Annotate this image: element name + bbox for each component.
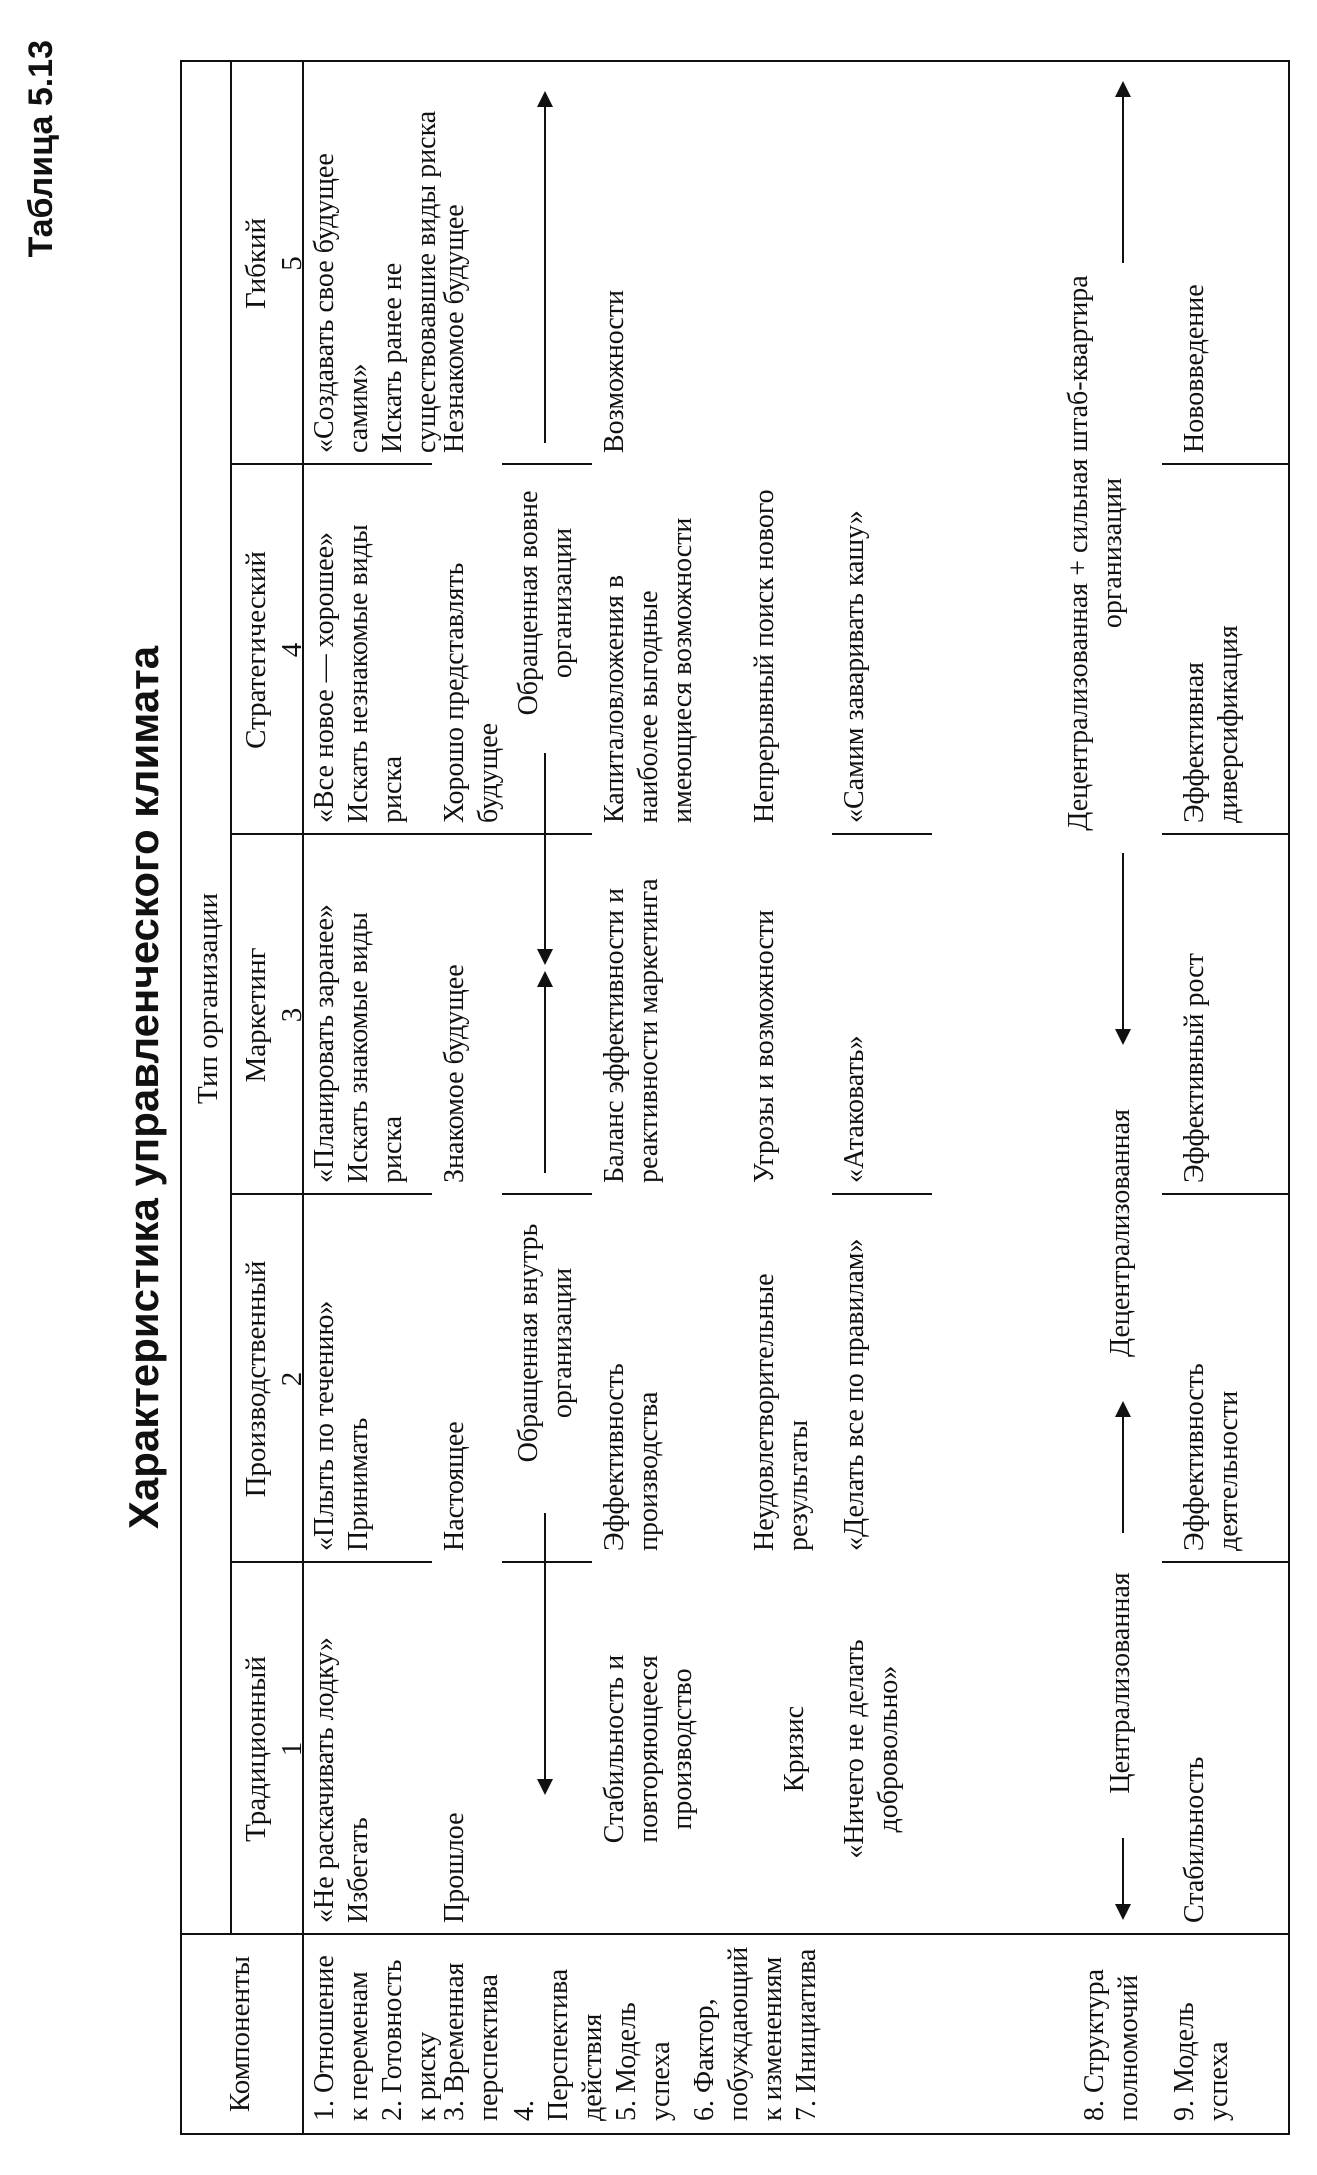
component-4-5: 4. Перспектива действия 5. Модель успеха: [509, 1968, 676, 2121]
inside-arrow: [544, 1513, 546, 1793]
component-6-7: 6. Фактор, побуждающий к изменениям 7. Инициатива: [689, 1946, 822, 2121]
cell-t3-initiative: «Атаковать»: [839, 1035, 870, 1183]
cell-t1-initiative: «Ничего не делать добровольно»: [839, 1639, 904, 1859]
central-arrow-left: [1122, 1838, 1124, 1918]
cell-t2-initiative: «Делать все по правилам»: [839, 1238, 870, 1551]
cell-t1-risk: «Не раскачивать лодку» Избегать: [309, 1637, 374, 1923]
header-type-2: Производственный 2: [240, 1260, 308, 1498]
cell-t4-trigger: Непрерывный поиск нового: [749, 489, 780, 823]
header-type-1: Традиционный 1: [240, 1656, 308, 1842]
cell-t2-success: Эффективность производства: [599, 1363, 664, 1551]
header-org-type: Тип организации: [192, 893, 224, 1104]
climate-table: [180, 60, 1290, 2135]
table-caption: Таблица 5.13: [22, 40, 60, 258]
header-type-4: Стратегический 4: [240, 551, 308, 749]
span-central: Централизованная: [1105, 1572, 1136, 1794]
central-arrow-right: [1122, 1403, 1124, 1533]
header-type-3: Маркетинг 3: [240, 947, 308, 1083]
header-components: Компоненты: [224, 1955, 256, 2113]
header-type-5: Гибкий 5: [240, 217, 308, 310]
cell-t1-model: Стабильность: [1179, 1756, 1210, 1923]
span-inside: Обращенная внутрь организации: [513, 1223, 578, 1463]
inside-outside-arrow: [544, 973, 546, 1173]
component-3: 3. Временная перспектива: [439, 1962, 504, 2121]
arrow-left-icon: [1115, 1029, 1131, 1045]
cell-t4-time: Хорошо представлять будущее: [439, 562, 504, 823]
cell-t3-trigger: Угрозы и возможности: [749, 909, 780, 1183]
arrow-right-icon: [1115, 1401, 1131, 1417]
component-8: 8. Структура полномочий: [1079, 1968, 1144, 2121]
cell-t4-risk: «Все новое — хорошее» Искать незнакомые виды риска: [309, 524, 408, 823]
cell-t5-model: Нововведение: [1179, 284, 1210, 453]
component-1-2: 1. Отношение к переменам 2. Готовность к риску: [309, 1955, 442, 2121]
column-divider: [502, 1561, 592, 1563]
cell-t4-model: Эффективная диверсификация: [1179, 625, 1244, 823]
cell-t5-time: Незнакомое будущее: [439, 204, 470, 453]
outside-arrow-right: [544, 93, 546, 443]
cell-t5-success: Возможности: [599, 289, 630, 453]
cell-t4-success: Капиталовложения в наиболее выгодные имеющиеся возможности: [599, 517, 698, 823]
cell-t3-time: Знакомое будущее: [439, 964, 470, 1183]
cell-t2-model: Эффективность деятельности: [1179, 1363, 1244, 1551]
cell-t2-trigger: Неудовлетворительные результаты: [749, 1273, 814, 1551]
span-outside: Обращенная вовне организации: [513, 490, 578, 716]
arrow-right-icon: [537, 91, 553, 107]
cell-t5-risk: «Создавать свое будущее самим» Искать ранее не существовавшие виды риска: [309, 110, 442, 453]
cell-t1-success: Стабильность и повторяющееся производство: [599, 1654, 698, 1844]
arrow-left-icon: [537, 1779, 553, 1795]
column-divider: [502, 833, 592, 835]
arrow-left-icon: [1115, 1904, 1131, 1920]
cell-t3-risk: «Планировать заранее» Искать знакомые виды риска: [309, 904, 408, 1183]
cell-t2-time: Настоящее: [439, 1421, 470, 1551]
arrow-left-icon: [537, 949, 553, 965]
span-decentral-hq: Децентрализованная + сильная штаб-квартира организации: [1063, 275, 1128, 831]
arrow-right-icon: [1115, 81, 1131, 97]
cell-t2-risk: «Плыть по течению» Принимать: [309, 1300, 374, 1551]
cell-t1-trigger: Кризис: [779, 1705, 810, 1793]
outside-arrow-left: [544, 753, 546, 963]
cell-t4-initiative: «Самим заваривать кашу»: [839, 510, 870, 823]
arrow-right-icon: [537, 971, 553, 987]
cell-t3-model: Эффективный рост: [1179, 953, 1210, 1183]
page-title: Характеристика управленческого климата: [120, 645, 167, 1530]
decentral-arrow-left: [1122, 853, 1124, 1043]
cell-t1-time: Прошлое: [439, 1812, 470, 1923]
component-9: 9. Модель успеха: [1169, 2002, 1234, 2121]
cell-t3-success: Баланс эффективности и реактивности маркетинга: [599, 878, 664, 1183]
decentral-arrow-right: [1122, 83, 1124, 263]
span-decentral: Децентрализованная: [1105, 1109, 1136, 1357]
